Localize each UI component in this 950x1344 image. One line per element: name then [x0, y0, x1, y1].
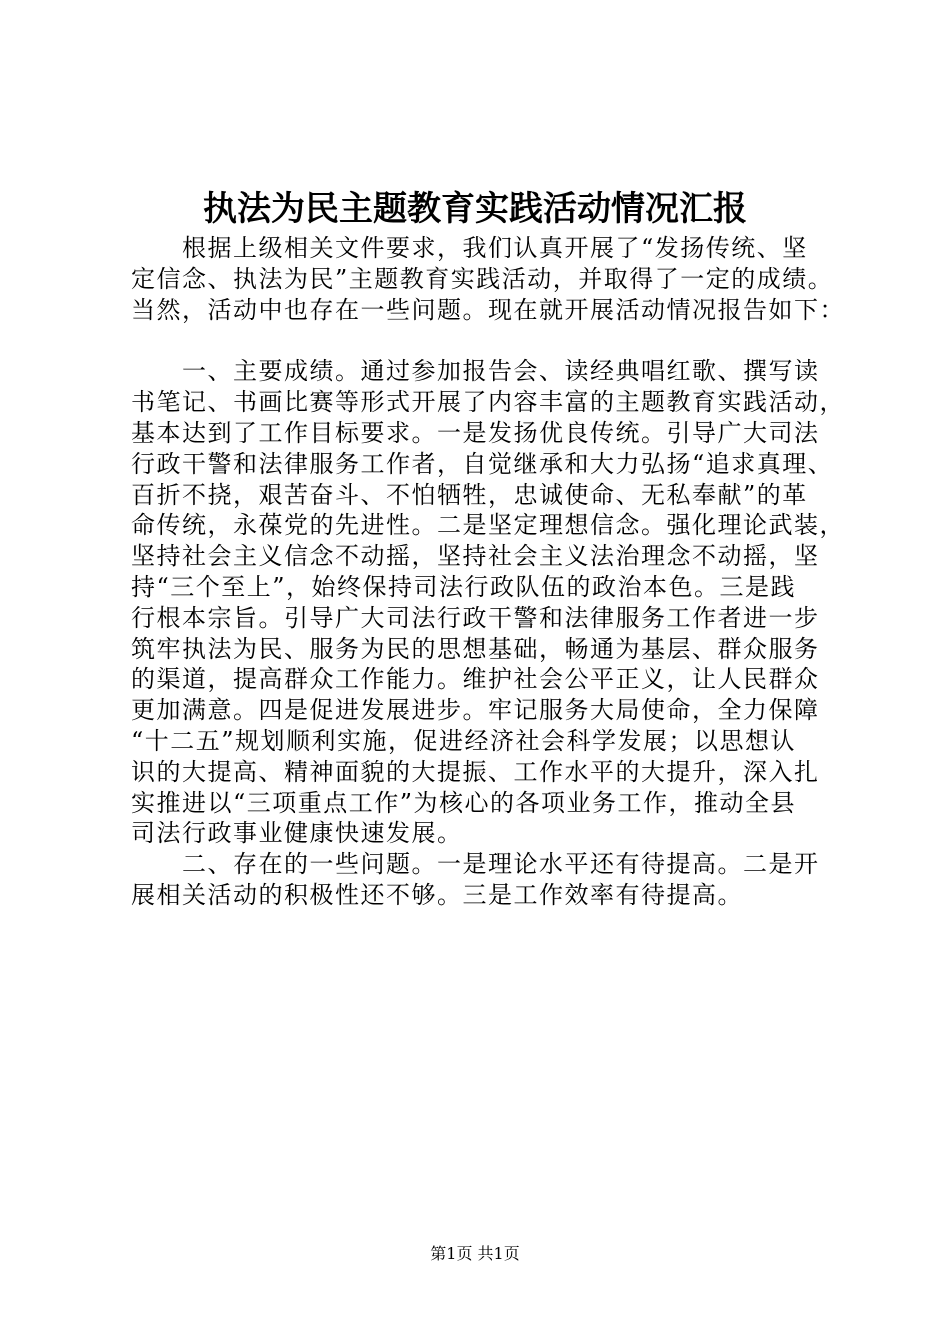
paragraph-intro: 根据上级相关文件要求，我们认真开展了“发扬传统、坚 定信念、执法为民”主题教育实践活动，并取得了一定的成绩。 当然，活动中也存在一些问题。现在就开展活动情况报告如下： [131, 234, 845, 324]
page-footer: 第1页 共1页 [430, 1244, 520, 1263]
paragraph-achievements: 一、主要成绩。通过参加报告会、读经典唱红歌、撰写读 书笔记、书画比赛等形式开展了内容丰富的主题教育实践活动， 基本达到了工作目标要求。一是发扬优良传统。引导广大司法 行政干警和法律服务工作者，自觉继承和大力弘扬“追求真理、 百折不挠，艰苦奋斗、不怕牺牲，忠诚使命、无私奉献”的革 命传统，永葆党的先进性。二是坚定理想信念。强化理论武装， 坚持社会主义信念不动摇，坚持社会主义法治理念不动摇，坚 持“三个至上”，始终保持司法行政队伍的政治本色。三是践 行根本宗旨。引导广大司法行政干警和法律服务工作者进一步 筑牢执法为民、服务为民的思想基础，畅通为基层、群众服务 的渠道，提高群众工作能力。维护社会公平正义，让人民群众 更加满意。四是促进发展进步。牢记服务大局使命，全力保障 “十二五”规划顺利实施，促进经济社会科学发展；以思想认 识的大提高、精神面貌的大提振、工作水平的大提升，深入扎 实推进以“三项重点工作”为核心的各项业务工作，推动全县 司法行政事业健康快速发展。 [131, 357, 845, 848]
paragraph-problems: 二、存在的一些问题。一是理论水平还有待提高。二是开 展相关活动的积极性还不够。三是工作效率有待提高。 [131, 850, 820, 909]
document-body [131, 233, 851, 911]
document-title: 执法为民主题教育实践活动情况汇报 [203, 189, 747, 229]
